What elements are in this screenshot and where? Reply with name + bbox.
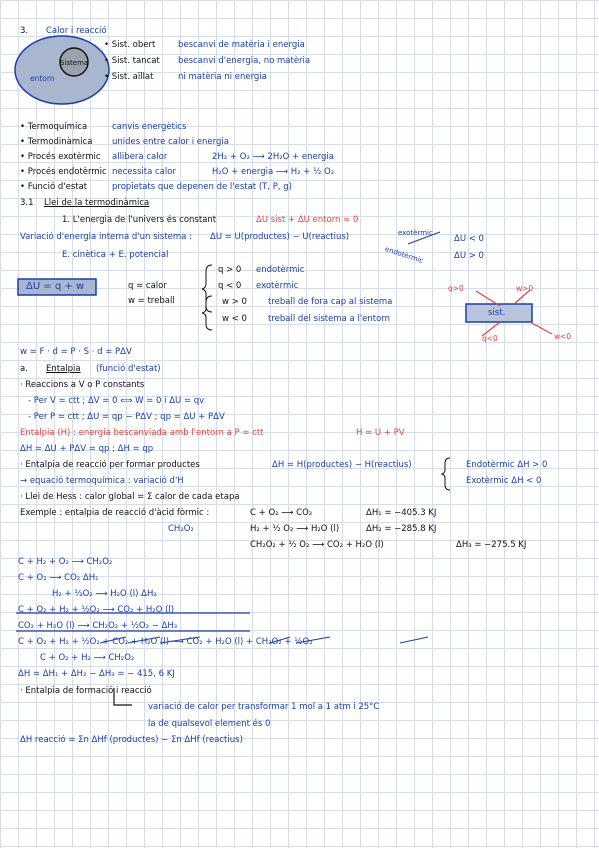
sistema-label: Sistema xyxy=(60,59,89,67)
formation-label: · Entalpia de formació i reacció xyxy=(20,686,152,696)
formation-final-eq: ΔH reacció = Σn ΔHf (productes) − Σn ΔHf (reactius) xyxy=(20,735,243,745)
q-pos-label: q>0 xyxy=(448,284,464,293)
enthalpy-relation: ΔH = ΔU + PΔV = qp ; ΔH = qp xyxy=(20,444,154,454)
reaction-enthalpy-eq: ΔH = H(productes) − H(reactius) xyxy=(272,460,412,470)
law1-title: 1. L'energia de l'univers és constant xyxy=(62,215,217,225)
system-open-name: • Sist. obert xyxy=(104,40,156,50)
enthalpy-letter: a. xyxy=(20,364,28,374)
hess-law: · Llei de Hess : calor global = Σ calor de cada etapa xyxy=(20,492,240,502)
enthalpy-definition: Entalpia (H) : energia bescanviada amb l'entorn a P = ctt xyxy=(20,428,264,438)
formation-zero: la de qualsevol element és 0 xyxy=(148,719,271,729)
hess-step: C + H₂ + O₂ ⟶ CH₂O₂ xyxy=(18,557,113,567)
system-open-desc: bescanvi de matèria i energia xyxy=(178,40,305,50)
formation-def: variació de calor per transformar 1 mol a 1 atm i 25°C xyxy=(148,702,380,712)
example-val: ΔH₂ = −285.8 KJ xyxy=(366,524,437,534)
q-definition: q = calor xyxy=(128,281,167,291)
def-term: • Procés endotèrmic xyxy=(20,167,107,177)
hess-step: CO₂ + H₂O (l) ⟶ CH₂O₂ + ½O₂ − ΔH₃ xyxy=(18,621,178,631)
def-desc: canvis energètics xyxy=(112,122,187,132)
side-gt: ΔU > 0 xyxy=(454,251,484,261)
internal-energy-eq: ΔU = U(productes) − U(reactius) xyxy=(210,232,350,242)
system-isolated-name: • Sist. aïllat xyxy=(104,72,154,82)
def-term: • Termodinàmica xyxy=(20,137,93,147)
qsign-desc: treball del sistema a l'entorn xyxy=(268,314,391,324)
hess-step: C + O₂ ⟶ CO₂ ΔH₁ xyxy=(18,573,99,583)
def-term: • Procés exotèrmic xyxy=(20,152,101,162)
system-closed-name: • Sist. tancat xyxy=(104,56,160,66)
q-neg-label: q<0 xyxy=(482,334,498,343)
example-eq: CH₂O₂ + ½ O₂ ⟶ CO₂ + H₂O (l) xyxy=(250,540,384,550)
qsign-desc: exotèrmic xyxy=(256,281,299,291)
hess-step: C + O₂ + H₂ ⟶ CH₂O₂ xyxy=(40,653,135,663)
qsign-desc: endotèrmic xyxy=(256,265,305,275)
reactions-v: - Per V = ctt ; ΔV = 0 ⟺ W = 0 i ΔU = qv xyxy=(28,396,205,406)
qsign-cond: q < 0 xyxy=(218,281,242,291)
reactions-p: - Per P = ctt ; ΔU = qp − PΔV ; qp = ΔU + PΔV xyxy=(28,412,225,422)
entorn-label: entorn xyxy=(30,74,55,83)
qsign-cond: q > 0 xyxy=(218,265,242,275)
law1-eq: ΔU sist + ΔU entorn = 0 xyxy=(256,215,359,225)
exothermic-sign: Exotèrmic ΔH < 0 xyxy=(466,476,542,486)
qsign-cond: w < 0 xyxy=(222,314,247,324)
hess-step: H₂ + ½O₂ ⟶ H₂O (l) ΔH₂ xyxy=(52,589,157,599)
qsign-cond: w > 0 xyxy=(222,297,247,307)
sist-label: sist. xyxy=(488,308,506,318)
hess-step: C + O₂ + H₂ + ½O₂ + CO₂ + H₂O (l) ⟶ CO₂ + H₂O (l) + CH₂O₂ + ½O₂ xyxy=(18,637,313,647)
example-val: ΔH₃ = −275.5 KJ xyxy=(456,540,527,550)
def-desc: propietats que depenen de l'estat (T, P, g) xyxy=(112,182,292,192)
def-term: • Termoquímica xyxy=(20,122,88,132)
example-label: Exemple : entalpia de reacció d'àcid fòrmic : xyxy=(20,508,210,518)
example-formula: CH₂O₂ xyxy=(168,524,194,534)
system-closed-desc: bescanvi d'energia, no matèria xyxy=(178,56,311,66)
work-equation: w = F · d = P · S · d = PΔV xyxy=(20,347,132,357)
thermo-equation-note: → equació termoquímica : variació d'H xyxy=(20,476,184,486)
internal-energy-sub: E. cinètica + E. potencial xyxy=(62,250,169,260)
w-definition: w = treball xyxy=(128,296,175,306)
w-neg-label: w<0 xyxy=(554,332,572,341)
reaction-enthalpy-label: · Entalpia de reacció per formar productes xyxy=(20,460,200,470)
section-title: Calor i reacció xyxy=(46,26,107,36)
subsection-title: Llei de la termodinàmica xyxy=(44,198,150,208)
example-eq: H₂ + ½ O₂ ⟶ H₂O (l) xyxy=(250,524,340,534)
side-exo: exotèrmic xyxy=(398,229,433,237)
hess-result: ΔH = ΔH₁ + ΔH₂ − ΔH₃ = − 415, 6 KJ xyxy=(18,669,175,679)
endo-equation: H₂O + energia ⟶ H₂ + ½ O₂ xyxy=(212,167,335,177)
def-term: • Funció d'estat xyxy=(20,182,88,192)
enthalpy-note: (funció d'estat) xyxy=(96,364,161,374)
example-val: ΔH₁ = −405.3 KJ xyxy=(366,508,437,518)
exo-equation: 2H₂ + O₂ ⟶ 2H₂O + energia xyxy=(212,152,335,162)
w-pos-label: w>0 xyxy=(516,284,534,293)
def-desc: unides entre calor i energia xyxy=(112,137,229,147)
endothermic-sign: Endotèrmic ΔH > 0 xyxy=(466,460,548,470)
qsign-desc: treball de fora cap al sistema xyxy=(268,297,393,307)
system-isolated-desc: ni matèria ni energia xyxy=(178,72,267,82)
hess-step: C + O₂ + H₂ + ½O₂ ⟶ CO₂ + H₂O (l) xyxy=(18,605,175,615)
internal-energy-label: Variació d'energia interna d'un sistema : xyxy=(20,232,192,242)
enthalpy-title: Entalpia xyxy=(46,364,81,374)
enthalpy-formula: H = U + PV xyxy=(356,428,405,438)
section-number: 3. xyxy=(20,26,29,36)
side-endo: endotèrmic xyxy=(383,245,425,265)
side-lt: ΔU < 0 xyxy=(454,234,484,244)
example-eq: C + O₂ ⟶ CO₂ xyxy=(250,508,313,518)
def-desc: necessita calor xyxy=(112,167,176,177)
def-desc: allibera calor xyxy=(112,152,168,162)
reactions-intro: · Reaccions a V o P constants xyxy=(20,380,145,390)
subsection-number: 3.1 xyxy=(20,198,34,208)
du-equation: ΔU = q + w xyxy=(26,281,85,292)
